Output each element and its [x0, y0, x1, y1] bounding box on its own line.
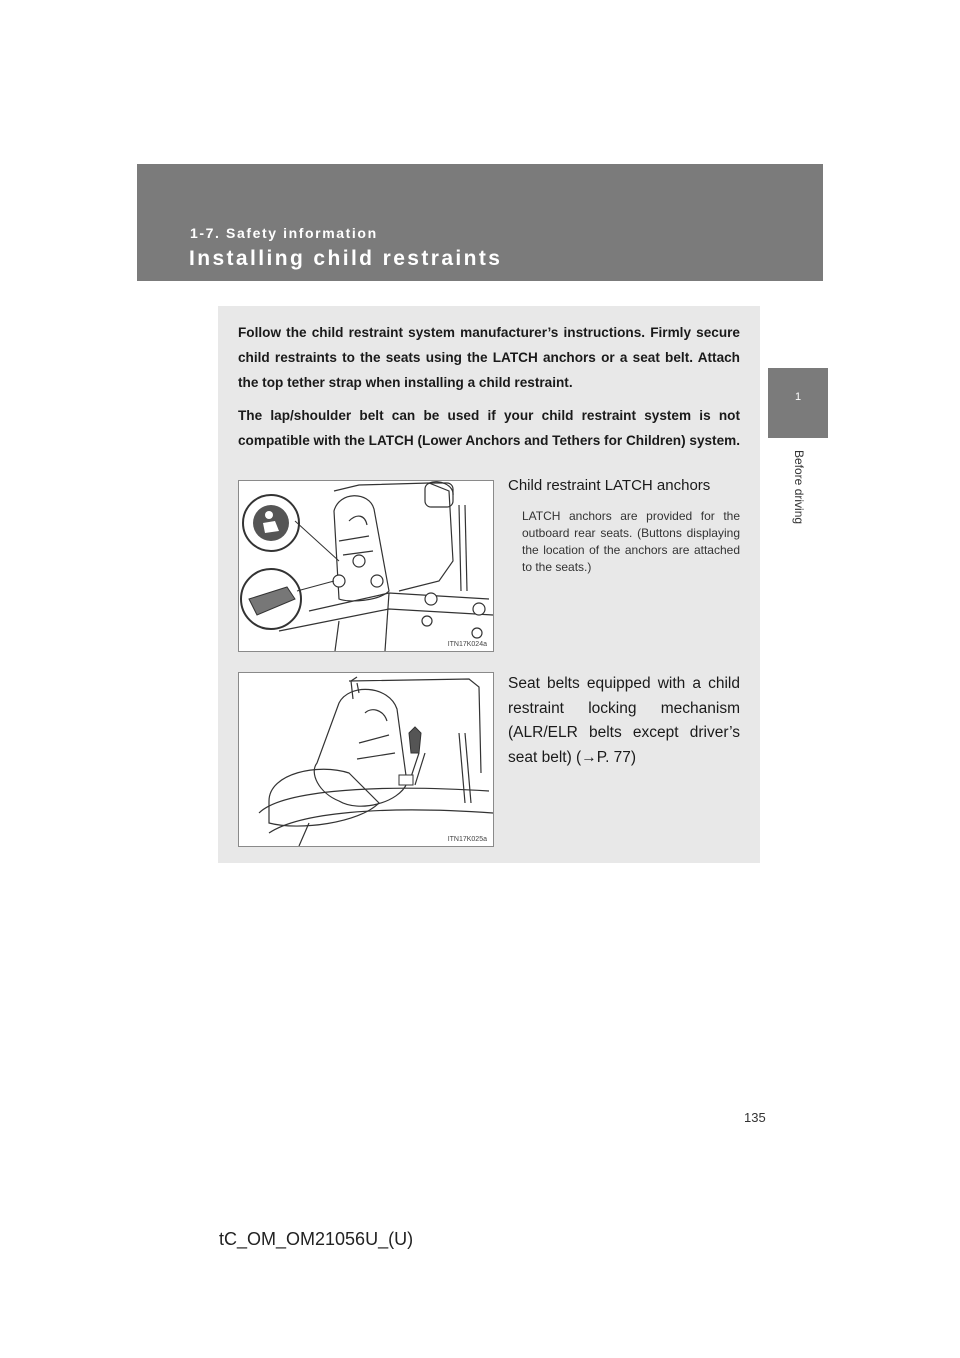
seatbelt-seat-drawing	[239, 673, 493, 846]
item-text-seatbelt: Seat belts equipped with a child restraint locking mechanism (ALR/ELR belts except driver’s seat belt) (→P. 77)	[508, 675, 740, 766]
chapter-label: Before driving	[792, 450, 806, 525]
illustration-code: ITN17K025a	[447, 836, 487, 843]
chapter-number: 1	[794, 391, 802, 403]
chapter-tab[interactable]	[768, 368, 828, 438]
section-label: 1-7. Safety information	[190, 225, 378, 241]
intro-paragraph-2: The lap/shoulder belt can be used if your child restraint system is not compatible with the LATCH (Lower Anchors and Tethers for Children) system.	[238, 408, 741, 448]
section-header	[137, 164, 823, 281]
latch-anchors-illustration	[238, 480, 494, 652]
intro-text	[238, 320, 740, 461]
seatbelt-illustration	[238, 672, 494, 847]
illustration-code: ITN17K024a	[447, 641, 487, 648]
latch-seat-drawing	[239, 481, 493, 651]
document-code: tC_OM_OM21056U_(U)	[219, 1229, 414, 1249]
intro-paragraph-1: Follow the child restraint system manufacturer’s instructions. Firmly secure child restraints to the seats using the LATCH anchors or a seat belt. Attach the top tether strap when installing a child restraint.	[238, 325, 740, 390]
item-title-latch: Child restraint LATCH anchors	[508, 477, 711, 494]
page-number: 135	[744, 1110, 766, 1125]
item-description-latch: LATCH anchors are provided for the outboard rear seats. (Buttons displaying the location of the anchors are attached to the seats.)	[522, 509, 740, 574]
page-title: Installing child restraints	[189, 247, 503, 270]
content-box	[218, 306, 760, 863]
